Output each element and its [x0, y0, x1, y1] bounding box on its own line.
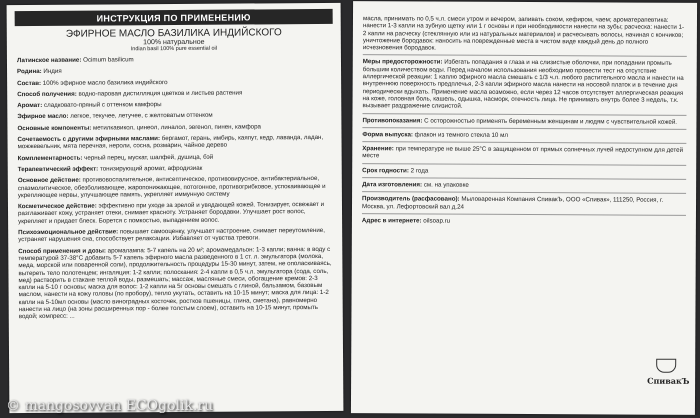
contraindications: Противопоказания: С осторожностью применять беременным женщинам и людям с чувствительной кожей.: [362, 116, 678, 126]
storage: Хранение: при температуре не выше 25°С в защищенном от прямых солнечных лучей недоступном для детей месте: [362, 145, 684, 160]
logo-text: СпивакЪ: [647, 375, 690, 386]
psycho: Психоэмоциональное действие: повышает самооценку, улучшает настроение, снимает переутомление, устраняет нарушения сна, способствует релаксации. Избавляет от чувства тревоги.: [18, 227, 325, 244]
complementary: Комплементарность: черный перец, мускат, шалфей, душица, бэй: [17, 153, 214, 162]
method: Способ получения: водно-паровая дистилляция цветков и листьев растения: [17, 89, 243, 98]
divider: [362, 177, 686, 180]
shelf-life: Срок годности: 2 года: [362, 166, 429, 175]
composition: Состав: 100% эфирное масло базилика индийского: [17, 78, 168, 87]
pot-icon: [656, 359, 676, 373]
instruction-sheet-left: [7, 3, 344, 413]
components: Основные компоненты: метилкавикол, цинеол, линалол, эвгенол, пинен, камфора: [17, 123, 262, 132]
divider: [362, 191, 686, 194]
spivak-logo: [647, 359, 690, 389]
usage: Способ применения и дозы: аромалампа: 5-7 капель на 20 м²; аромамедальон: 1-3 капли; ванна: в воду с температурой 37-38°С добавить 5-7 капель эфирного масла разведенного в 1 ст. л. эмульгатора (молока, меда, морской или поваренной соли), продолжительность процедуры 15-30 минут, затем, не ополаскиваясь, вытереть тело полотенцем; ингаляция: 1-2 капли; полоскания: 2-4 капли в 0,5 ч.л. эмульгатора (сода, соль, мед) растворить в стакане теплой воды, размешать; массаж, масляные смеси, обогащение кремов: 2-3 капли на 5-10 г основы; маска для волос: 1-2 капли на 5г основы смешать с глиной, бальзамом, базовым маслом, нанести на кожу головы (по пробору), тепло укутать, оставить на 10-15 минут; маска для лица: 1-2 капли на 5-10мл основы (масло виноградных косточек, ростков пшеницы, глина, сметана), равномерно нанести на лицо (на зоны расширенных пор - более толстым слоем), оставить на 10-15 минут, промыть водой; компресс: ...: [18, 245, 332, 321]
therapeutic: Терапевтический эффект: тонизирующий аромат, афродизиак: [17, 164, 203, 174]
internet-address: Адрес в интернете: oilsoap.ru: [361, 217, 451, 225]
divider: [362, 141, 686, 144]
precautions: Меры предосторожности: Избегать попадания в глаза и на слизистые оболочки, при попадании промыть большим количеством воды. Перед началом использования необходимо провести тест на отсутствие аллергической реакции: 1 каплю эфирного масла смешать с 1/3 ч.л. любого растительного масла и нанести на внутреннюю поверхность предплечья, 2-3 капли эфирного масла нанести на носовой платок и в течение дня периодически вдыхать. Применение масла возможно, если через 12 часов отсутствует аллергическая реакция на коже, головная боль, кашель, одышка, насморк, отечность лица. Не принимать внутрь более 3 недель, т.к. вызывает раздражение слизистой.: [362, 58, 684, 110]
divider: [362, 127, 686, 130]
instruction-sheet-right: [351, 1, 697, 415]
essential-oil: Эфирное масло: легкое, текучее, летучее, с желтоватым оттенком: [17, 112, 213, 121]
product-subtitle: 100% натуральное: [143, 38, 205, 47]
main-action: Основное действие: противовоспалительное, антисептическое, противовирусное, антибактериальное, спазмолитическое, обезболивающее, жаропонижающее, потогонное, противогрибковое, успокаивающее и укрепляющее нервы, улучшающее память, укрепляет иммунную систему: [17, 175, 326, 199]
latin-name: Латинское название: Ocimum basilicum: [16, 56, 134, 65]
right-content: [352, 1, 697, 226]
divider: [362, 113, 686, 116]
left-content: [7, 55, 343, 321]
divider: [362, 163, 686, 166]
watermark: © mangosovvan ECOgolik.ru: [6, 398, 214, 414]
header-bar: [15, 9, 333, 26]
instruction-header: ИНСТРУКЦИЯ ПО ПРИМЕНЕНИЮ: [96, 11, 251, 24]
manufacturer: Производитель (расфасовано): Мыловаренная Компания СпивакЪ, ООО «Спивак», 111250, Россия, г. Москва, ул. Лефортовский вал д.24: [361, 195, 664, 211]
release-form: Форма выпуска: флакон из темного стекла 10 мл: [362, 131, 508, 139]
manufacture-date: Дата изготовления: см. на упаковке: [362, 181, 469, 189]
origin: Родина: Индия: [17, 68, 62, 76]
usage-continued: масла, принимать по 0,5 ч.л. смеси утром и вечером, запивать соком, кефиром, чаем; ароматерапевтика: нанести 1-3 капли на зубную щетку или 1 г основы и при необходимости нанести на зубы; расческа: нанести 1-2 капли на расческу (стеклянную или из натуральных материалов) и расчесывать волосы, начиная с кончиков; уничтожение бородавок: наносить на поврежденные места в чистом виде каждый день до полного исчезновения бородавок.: [362, 15, 685, 52]
product-subtitle-en: Indian basil 100% pure essential oil: [130, 45, 218, 53]
cosmetic: Косметическое действие: эффективно при уходе за зрелой и увядающей кожей. Тонизирует, освежает и разглаживает кожу, устраняет отеки, снимает красноту. Устраняет бородавки. Улучшает рост волос, укрепляет и придает блеск. Борется с помкостью, выпадением волос.: [17, 201, 325, 225]
divider: [362, 213, 686, 216]
divider: [363, 55, 687, 58]
aroma: Аромат: сладковато-пряный с оттенком камфоры: [17, 101, 162, 110]
combination: Сочетаемость с другими эфирными маслами: бергамот, герань, имбирь, каяпут, кедр, лаванда, ладан, можжевельник, мята перечная, нероли, сосна, розмарин, чайное дерево: [17, 134, 324, 151]
product-title: ЭФИРНОЕ МАСЛО БАЗИЛИКА ИНДИЙСКОГО: [65, 27, 282, 40]
